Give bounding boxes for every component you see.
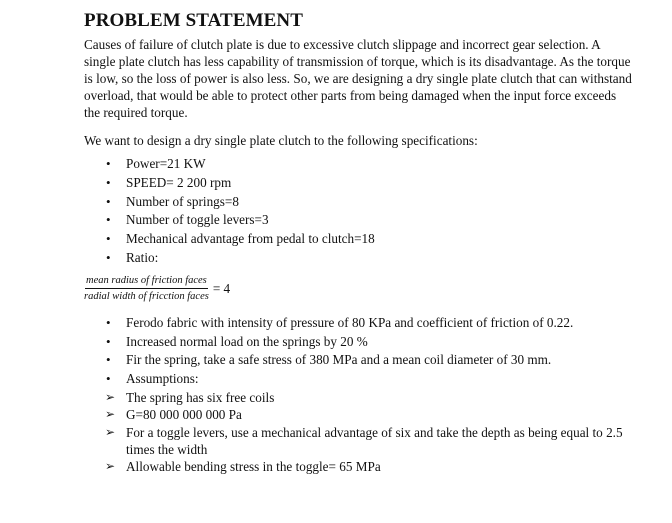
bullet-icon: • [106, 212, 111, 228]
list-item-text: Ratio: [126, 249, 159, 265]
page-title: PROBLEM STATEMENT [84, 10, 303, 31]
list-item-text: G=80 000 000 000 Pa [126, 407, 242, 423]
ratio-formula [84, 272, 634, 306]
bullet-icon: • [106, 352, 111, 368]
arrow-bullet-icon: ➢ [105, 459, 116, 474]
list-item-text: Number of springs=8 [126, 193, 239, 209]
intro-paragraph: Causes of failure of clutch plate is due to excessive clutch slippage and incorrect gear selection. A single plate clutch has less capability of transmission of torque, which is its disadvantage. As the torque is low, so the loss of power is also less. So, we are designing a dry single plate clutch that can withstand overload, that would be able to protect other parts from being damaged when the input force exceeds the required torque. [84, 37, 632, 120]
list-item [84, 458, 634, 475]
assumption-list [84, 389, 634, 476]
list-item [84, 230, 634, 249]
bullet-icon: • [106, 371, 111, 387]
list-item-text: Ferodo fabric with intensity of pressure of 80 KPa and coefficient of friction of 0.22. [126, 314, 574, 330]
bullet-icon: • [106, 231, 111, 247]
list-item [84, 155, 634, 174]
arrow-bullet-icon: ➢ [105, 389, 116, 404]
list-item [84, 333, 634, 352]
spec-list [84, 155, 634, 268]
formula-denominator: radial width of fricction faces [84, 291, 209, 303]
list-item-text: Mechanical advantage from pedal to clutch=18 [126, 231, 375, 247]
list-item [84, 406, 634, 423]
arrow-bullet-icon: ➢ [105, 424, 116, 439]
bullet-icon: • [106, 333, 111, 349]
list-item-text: For a toggle levers, use a mechanical advantage of six and take the depth as being equal to 2.5 times the width [126, 424, 623, 457]
list-item [84, 351, 634, 370]
list-item [84, 174, 634, 193]
formula-numerator: mean radius of friction faces [85, 274, 208, 289]
list-item-text: Power=21 KW [126, 156, 206, 171]
bullet-icon: • [106, 156, 111, 171]
list-item-text: Assumptions: [126, 371, 199, 387]
list-item [84, 314, 634, 333]
list-item-text: Fir the spring, take a safe stress of 380 MPa and a mean coil diameter of 30 mm. [126, 352, 552, 368]
list-item-text: Allowable bending stress in the toggle= 65 MPa [126, 459, 381, 475]
list-item [84, 249, 634, 268]
formula-result: = 4 [212, 280, 231, 296]
spec-intro-paragraph: We want to design a dry single plate clutch to the following specifications: [84, 133, 478, 148]
list-item [84, 389, 634, 406]
formula-fraction [84, 274, 209, 303]
bullet-icon: • [106, 314, 111, 330]
bullet-icon: • [106, 174, 111, 190]
bullet-icon: • [106, 249, 111, 265]
arrow-bullet-icon: ➢ [105, 407, 116, 422]
list-item [84, 424, 634, 458]
list-item-text: Increased normal load on the springs by 20 % [126, 333, 368, 349]
list-item [84, 370, 634, 389]
document-page [84, 10, 634, 476]
spec-list-b [84, 314, 634, 389]
list-item-text: SPEED= 2 200 rpm [126, 174, 232, 190]
list-item [84, 193, 634, 212]
list-item [84, 211, 634, 230]
bullet-icon: • [106, 193, 111, 209]
list-item-text: The spring has six free coils [126, 389, 275, 405]
list-item-text: Number of toggle levers=3 [126, 212, 269, 228]
